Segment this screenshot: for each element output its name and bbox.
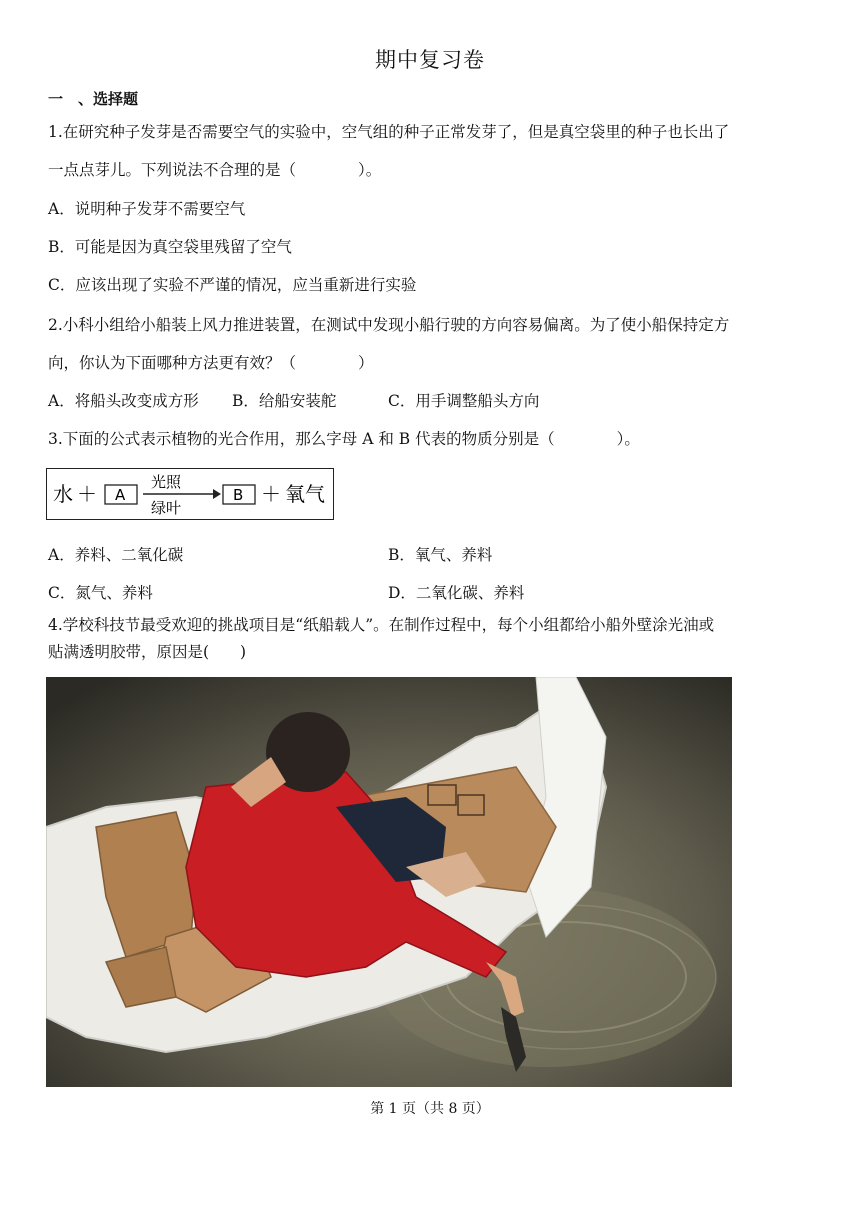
question-1-line-2: 一点点芽儿。下列说法不合理的是（ ）。 [48, 161, 382, 179]
formula-arrow-head [213, 489, 221, 499]
question-1-line-1: 1.在研究种子发芽是否需要空气的实验中，空气组的种子正常发芽了，但是真空袋里的种子也长出了 [48, 123, 730, 141]
question-3-line-1: 3.下面的公式表示植物的光合作用，那么字母 A 和 B 代表的物质分别是（ ）。 [48, 430, 640, 448]
question-1-option-b: B．可能是因为真空袋里残留了空气 [48, 238, 292, 256]
question-2-option-c: C．用手调整船头方向 [388, 392, 540, 410]
formula-arrow-top: 光照 [151, 473, 182, 491]
question-3-option-c: C．氮气、养料 [48, 584, 153, 602]
formula-oxygen: 氧气 [285, 482, 325, 506]
question-2-option-b: B．给船安装舵 [232, 392, 337, 410]
section-heading: 一 、选择题 [48, 90, 139, 108]
question-3-option-d: D．二氧化碳、养料 [388, 584, 525, 602]
question-4-line-1: 4.学校科技节最受欢迎的挑战项目是“纸船载人”。在制作过程中，每个小组都给小船外壁涂光油或 [48, 616, 715, 634]
question-1-option-c: C．应该出现了实验不严谨的情况，应当重新进行实验 [48, 276, 417, 294]
paper-boat-photo [46, 677, 732, 1087]
question-4-line-2: 贴满透明胶带，原因是( ) [48, 643, 247, 661]
page-title: 期中复习卷 [375, 48, 485, 72]
formula-box-b-label: B [233, 486, 244, 504]
formula-box-a-label: A [115, 486, 126, 504]
formula-plus-1: ＋ [77, 482, 97, 506]
question-2-line-1: 2.小科小组给小船装上风力推进装置，在测试中发现小船行驶的方向容易偏离。为了使小船保持定方 [48, 316, 730, 334]
question-3-option-a: A．养料、二氧化碳 [48, 546, 184, 564]
formula-plus-2: ＋ [261, 482, 281, 506]
question-2-option-a: A．将船头改变成方形 [48, 392, 199, 410]
page-footer: 第 1 页（共 8 页） [370, 1101, 490, 1117]
formula-arrow-bottom: 绿叶 [151, 499, 182, 517]
question-2-line-2: 向，你认为下面哪种方法更有效？（ ） [48, 354, 374, 372]
formula-water: 水 [53, 482, 73, 506]
question-3-option-b: B．氧气、养料 [388, 546, 493, 564]
photosynthesis-formula [46, 468, 334, 520]
question-1-option-a: A．说明种子发芽不需要空气 [48, 200, 246, 218]
